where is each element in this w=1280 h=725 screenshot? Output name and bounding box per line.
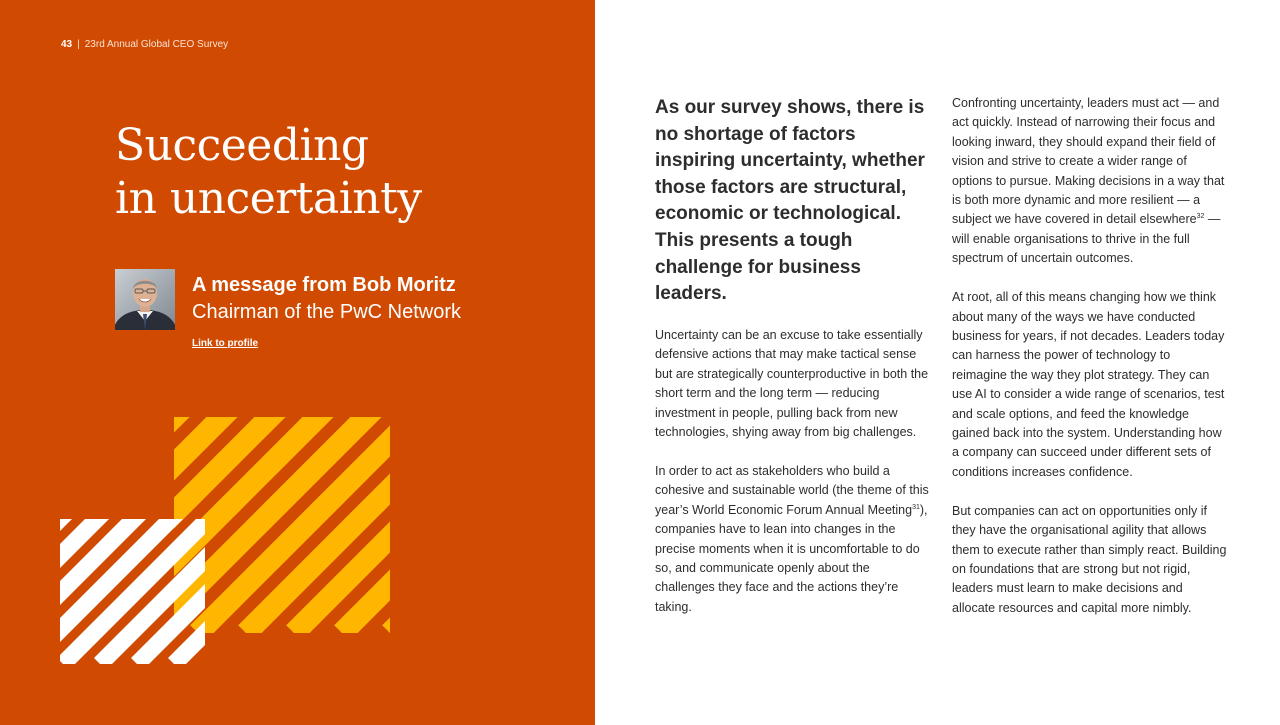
footnote-ref-32: 32 (1196, 213, 1205, 221)
footnote-ref-31: 31 (912, 503, 920, 511)
link-to-profile[interactable]: Link to profile (192, 338, 259, 349)
column1-paragraph-1: Uncertainty can be an excuse to take essentially defensive actions that may make tactical sense but are strategically counterproductive in both the short term and the long term — reducing investment in people, pulling back from new technologies, shying away from big challenges. (655, 328, 929, 440)
title-line-1: Succeeding (115, 120, 369, 171)
column2-paragraph-3: But companies can act on opportunities only if they have the organisational agility that allows them to execute rather than simply react. Building on foundations that are strong but not rigid, leaders must learn to make decisions and allocate resources and capital more nimbly. (952, 503, 1227, 615)
text-column-1 (655, 326, 930, 637)
column2-paragraph-1: Confronting uncertainty, leaders must act — and act quickly. Instead of narrowing their focus and looking inward, they should expand their field of vision and strive to create a wider range of options to pursue. Making decisions in a way that is both more dynamic and more resilient — a subject we have covered in detail elsewhere$^{32}$ — will enable organisations to thrive in the full spectrum of uncertain outcomes. (952, 96, 1225, 266)
stripe-graphic (0, 0, 595, 725)
lead-paragraph: As our survey shows, there is no shortage of factors inspiring uncertainty, whether those factors are structural, economic or technological. This presents a tough challenge for business leaders. (655, 97, 925, 305)
page-number: 43 (61, 39, 73, 50)
text-column-2 (952, 94, 1227, 638)
publication-title: 23rd Annual Global CEO Survey (84, 39, 229, 50)
message-subtitle: Chairman of the PwC Network (192, 301, 461, 323)
orange-panel (0, 0, 595, 725)
header-separator: | (77, 39, 80, 50)
column2-paragraph-2: At root, all of this means changing how we think about many of the ways we have conducted business for years, if not decades. Leaders today can harness the power of technology to reimagine the way they plot strategy. They can use AI to consider a wide range of scenarios, test and scale options, and feed the knowledge gained back into the system. Understanding how a company can succeed under different sets of conditions increases confidence. (952, 290, 1225, 479)
title-line-2: in uncertainty (115, 173, 422, 224)
yellow-stripe (390, 201, 595, 633)
message-heading: A message from Bob Moritz (192, 274, 456, 296)
column1-paragraph-2: In order to act as stakeholders who build a cohesive and sustainable world (the theme of this year’s World Economic Forum Annual Meeting$^{31}$), companies have to lean into changes in the precise moments when it is uncomfortable to do so, and communicate openly about the challenges they face and the actions they’re taking. (655, 463, 929, 614)
